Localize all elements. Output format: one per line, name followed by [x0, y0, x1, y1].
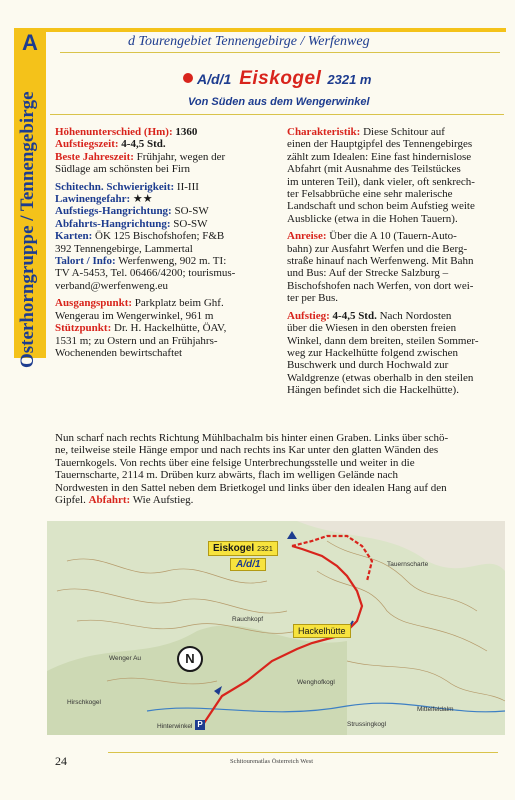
map-place-label: Rauchkopf [232, 616, 264, 623]
aufstieg-time: 4-4,5 Std. [332, 309, 377, 322]
sidebar-letter: A [22, 30, 38, 55]
karten-line: 392 Tennengebirge, Lammertal [55, 242, 193, 255]
route-description-continued [55, 432, 505, 506]
map-place-label: Strussingkogl [347, 721, 387, 728]
jahreszeit-value: Frühjahr, wegen der [136, 150, 226, 163]
charakteristik-line: Abfahrt (mit Ausnahme des Teilstückes [287, 163, 461, 176]
hoehenunterschied-value: 1360 [175, 126, 198, 138]
footer-divider [108, 752, 498, 753]
route-title [183, 68, 371, 90]
talort-line: TV A-5453, Tel. 06466/4200; tourismus- [55, 267, 236, 280]
map-summit-tag [208, 541, 278, 556]
header-bar [46, 28, 506, 32]
anreise-line: Über die A 10 (Tauern-Auto- [329, 230, 457, 243]
route-line: ne, teilweise steile Hänge empor und nach rechts ins Kar unter den glatten Wänden des [55, 444, 439, 457]
talort-line: Werfenweng, 902 m. TI: [118, 255, 227, 268]
map-summit-label: Eiskogel [213, 543, 255, 554]
map-hut-label: Hackelhütte [293, 624, 351, 638]
hoehenunterschied-label: Höhenunterschied (Hm): [55, 126, 173, 138]
sidebar-group-title: Osterhorngruppe / Tennengebirge [17, 91, 38, 368]
aufstiegszeit-label: Aufstiegszeit: [55, 138, 119, 151]
route-line-end: Gipfel. [55, 494, 86, 507]
peak-name: Eiskogel [239, 68, 322, 89]
anreise-label: Anreise: [287, 230, 327, 243]
anreise-line: bahn) zur Ausfahrt Werfen und die Berg- [287, 242, 468, 255]
aufstieg-line: Winkel, dann dem breiten, steilen Sommer- [287, 334, 479, 347]
aufstiegs-hang-label: Aufstiegs-Hangrichtung: [55, 205, 172, 218]
parking-icon: P [195, 720, 205, 730]
route-line: Tauernkogels. Von rechts über eine felsige Unterbrechungsstelle und weiter in die [55, 456, 415, 469]
charakteristik-line: ter Felsabbrüche eine sehr malerische [287, 188, 453, 201]
abfahrts-hang-label: Abfahrts-Hangrichtung: [55, 217, 171, 230]
map-place-label: Wenghofkogl [297, 679, 335, 686]
anreise-line: straße hinauf nach Werfenweng. Mit Bahn [287, 255, 474, 268]
aufstieg-line: weg zur Hackelhütte folgend zwischen [287, 346, 459, 359]
talort-label: Talort / Info: [55, 255, 116, 268]
difficulty-dot-icon [183, 73, 193, 83]
map-place-label: Mittelfeldalm [417, 706, 454, 713]
description-column [287, 126, 505, 397]
lawinengefahr-stars: ★★ [132, 193, 153, 206]
route-line: Tauernscharte, 2114 m. Drüben kurz abwärts, flach im welligen Gelände nach [55, 469, 399, 482]
stuetzpunkt-line: Dr. H. Hackelhütte, ÖAV, [114, 322, 227, 335]
route-code: A/d/1 [197, 71, 232, 87]
anreise-line: Bischofshofen nach Werfen, von dort wei- [287, 279, 474, 292]
page-number: 24 [55, 754, 67, 768]
schwierigkeit-value: II-III [176, 180, 199, 193]
aufstieg-line: über die Wiesen in den obersten freien [287, 322, 457, 335]
map-place-label: Tauernscharte [387, 561, 429, 568]
map-route-code: A/d/1 [230, 558, 266, 571]
facts-column [55, 126, 275, 359]
abfahrt-label: Abfahrt: [88, 494, 131, 507]
route-line: Nordwesten in den Sattel neben dem Brietkogel und links über den idealen Hang auf den [55, 481, 447, 494]
stuetzpunkt-line: 1531 m; zu Ostern und an Frühjahrs- [55, 334, 218, 347]
ausgangspunkt-line: Wengerau im Wengerwinkel, 961 m [55, 309, 214, 322]
stuetzpunkt-line: Wochenenden bewirtschaftet [55, 346, 183, 359]
sidebar-tab [14, 28, 46, 368]
charakteristik-line: Landschaft und schon beim Aufstieg weite [287, 200, 475, 213]
abfahrts-hang-value: SO-SW [173, 217, 208, 230]
map-summit-height: 2321 [257, 546, 273, 553]
section-title: d Tourengebiet Tennengebirge / Werfenweg [128, 34, 370, 49]
aufstiegs-hang-value: SO-SW [174, 205, 209, 218]
charakteristik-line: zählt zum Idealen: Eine fast hindernislose [287, 150, 472, 163]
charakteristik-line: einen der Hauptgipfel des Tennengebirges [287, 138, 473, 151]
aufstieg-line: Hängen befindet sich die Hackelhütte). [287, 384, 459, 397]
aufstieg-label: Aufstieg: [287, 309, 330, 322]
map-place-label: Hirschkogel [67, 699, 101, 706]
stuetzpunkt-label: Stützpunkt: [55, 322, 112, 335]
aufstieg-line: Waldgrenze (etwas oberhalb in den steilen [287, 371, 474, 384]
charakteristik-line: im unteren Teil), dank vieler, oft senkrech- [287, 175, 475, 188]
topographic-map [47, 521, 505, 735]
aufstieg-line: Nach Nordosten [379, 309, 452, 322]
lawinengefahr-label: Lawinengefahr: [55, 193, 131, 206]
book-title: Schitourenatlas Österreich West [230, 758, 314, 765]
schwierigkeit-label: Schitechn. Schwierigkeit: [55, 180, 175, 193]
jahreszeit-label: Beste Jahreszeit: [55, 150, 134, 163]
abfahrt-value: Wie Aufstieg. [132, 494, 194, 507]
aufstieg-line: Buschwerk und durch Hochwald zur [287, 359, 449, 372]
talort-email: verband@werfenweng.eu [55, 279, 169, 292]
route-line: Nun scharf nach rechts Richtung Mühlbachalm bis hinter einen Graben. Links über schö- [55, 432, 449, 444]
karten-line: ÖK 125 Bischofshofen; F&B [95, 230, 225, 243]
charakteristik-line: Diese Schitour auf [363, 126, 445, 138]
north-arrow-icon: N [177, 646, 203, 672]
charakteristik-line: Ausblicke (etwa in die Hohen Tauern). [287, 212, 458, 225]
ausgangspunkt-label: Ausgangspunkt: [55, 297, 133, 310]
peak-height: 2321 m [327, 72, 372, 87]
aufstiegszeit-value: 4-4,5 Std. [121, 138, 166, 151]
map-place-label: Wenger Au [109, 655, 142, 662]
header-divider [60, 52, 500, 53]
ausgangspunkt-line: Parkplatz beim Ghf. [134, 297, 224, 310]
map-place-label: Hinterwinkel [157, 723, 193, 730]
charakteristik-label: Charakteristik: [287, 126, 361, 138]
route-subtitle: Von Süden aus dem Wengerwinkel [188, 96, 370, 108]
karten-label: Karten: [55, 230, 93, 243]
anreise-line: ter per Bus. [287, 292, 339, 305]
anreise-line: und Bus: Auf der Strecke Salzburg – [287, 267, 449, 280]
title-divider [50, 114, 504, 115]
jahreszeit-value-2: Südlage am schönsten bei Firn [55, 163, 191, 176]
